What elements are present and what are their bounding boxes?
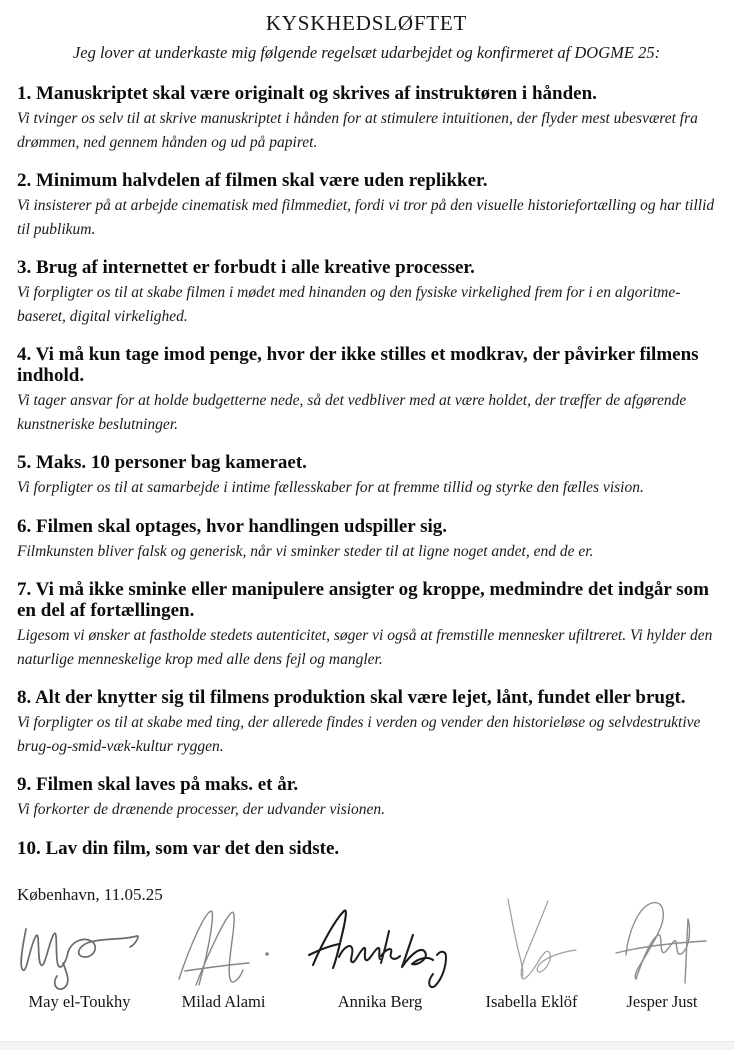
rule-6 bbox=[17, 516, 716, 564]
signature-milad-alami-icon bbox=[165, 901, 283, 991]
rule-1-body: Vi tvinger os selv til at skrive manuskriptet i hånden for at stimulere intuitionen, der flyder mest ubesværet fra drømmen, ned gennem hånden og ud på papiret. bbox=[17, 110, 698, 151]
rule-10-heading: 10. Lav din film, som var det den sidste. bbox=[17, 837, 340, 859]
rule-7-body: Ligesom vi ønsker at fastholde stedets autenticitet, søger vi også at fremstille mennesker ufiltreret. Vi hylder den naturlige menneskelige krop med alle dens fejl og mangler. bbox=[17, 627, 713, 668]
signatory-isabella-eklof bbox=[478, 893, 586, 1013]
signatory-name: Isabella Eklöf bbox=[485, 991, 578, 1011]
rule-5-heading: 5. Maks. 10 personer bag kameraet. bbox=[17, 452, 307, 473]
rule-3 bbox=[17, 257, 716, 328]
page-subtitle: Jeg lover at underkaste mig følgende regelsæt udarbejdet og konfirmeret af DOGME 25: bbox=[72, 43, 661, 62]
signatory-milad-alami bbox=[165, 901, 283, 1013]
rule-2-body: Vi insisterer på at arbejde cinematisk med filmmediet, fordi vi tror på den visuelle historiefortælling og har tillid til publikum. bbox=[17, 197, 715, 238]
page-title: KYSKHEDSLØFTET bbox=[265, 11, 468, 35]
rule-2 bbox=[17, 170, 716, 241]
signature-isabella-eklof-icon bbox=[478, 893, 586, 991]
signature-row bbox=[17, 909, 716, 1013]
rule-9 bbox=[17, 774, 716, 822]
signatory-annika-berg bbox=[305, 895, 455, 1013]
rule-9-heading: 9. Filmen skal laves på maks. et år. bbox=[17, 774, 299, 795]
rule-6-body: Filmkunsten bliver falsk og generisk, når vi sminker steder til at ligne noget andet, end de er. bbox=[17, 542, 594, 560]
rule-4 bbox=[17, 344, 716, 436]
rule-3-body: Vi forpligter os til at skabe filmen i mødet med hinanden og den fysiske virkelighed frem for i en algoritme-baseret, digital virkelighed. bbox=[17, 284, 681, 325]
signature-jesper-just-icon bbox=[608, 897, 716, 991]
rule-4-heading: 4. Vi må kun tage imod penge, hvor der ikke stilles et modkrav, der påvirker filmens indhold. bbox=[17, 344, 699, 386]
rule-8 bbox=[17, 687, 716, 758]
rule-9-body: Vi forkorter de drænende processer, der udvander visionen. bbox=[17, 801, 386, 818]
rule-5-body: Vi forpligter os til at samarbejde i intime fællesskaber for at fremme tillid og styrke den fælles vision. bbox=[17, 479, 644, 496]
signature-may-el-toukhy-icon bbox=[17, 905, 142, 991]
signatory-name: May el-Toukhy bbox=[28, 991, 131, 1011]
signatory-name: Jesper Just bbox=[626, 991, 698, 1011]
signatory-name: Annika Berg bbox=[337, 991, 423, 1011]
signatory-name: Milad Alami bbox=[181, 991, 266, 1011]
rule-4-body: Vi tager ansvar for at holde budgetterne nede, så det vedbliver med at være holdet, der træffer de afgørende kunstneriske beslutninger. bbox=[17, 392, 687, 433]
rule-5 bbox=[17, 452, 716, 500]
rule-7 bbox=[17, 579, 716, 671]
rule-3-heading: 3. Brug af internettet er forbudt i alle kreative processer. bbox=[17, 257, 475, 278]
rule-2-heading: 2. Minimum halvdelen af filmen skal være uden replikker. bbox=[17, 170, 488, 191]
rule-1-heading: 1. Manuskriptet skal være originalt og skrives af instruktøren i hånden. bbox=[17, 83, 597, 104]
page-bottom-strip bbox=[0, 1041, 734, 1050]
rule-6-heading: 6. Filmen skal optages, hvor handlingen udspiller sig. bbox=[17, 515, 448, 537]
rule-7-heading: 7. Vi må ikke sminke eller manipulere ansigter og kroppe, medmindre det indgår som en del af fortællingen. bbox=[17, 579, 709, 621]
signatory-jesper-just bbox=[608, 897, 716, 1013]
signature-annika-berg-icon bbox=[305, 895, 455, 991]
rule-8-heading: 8. Alt der knytter sig til filmens produktion skal være lejet, lånt, fundet eller brugt. bbox=[17, 687, 686, 708]
rule-1 bbox=[17, 83, 716, 154]
dateline: København, 11.05.25 bbox=[17, 884, 163, 904]
signatory-may-el-toukhy bbox=[17, 905, 142, 1013]
rule-10 bbox=[17, 838, 716, 859]
rule-8-body: Vi forpligter os til at skabe med ting, der allerede findes i verden og vender den historieløse og selvdestruktive brug-og-smid-væk-kultur ryggen. bbox=[17, 714, 701, 755]
